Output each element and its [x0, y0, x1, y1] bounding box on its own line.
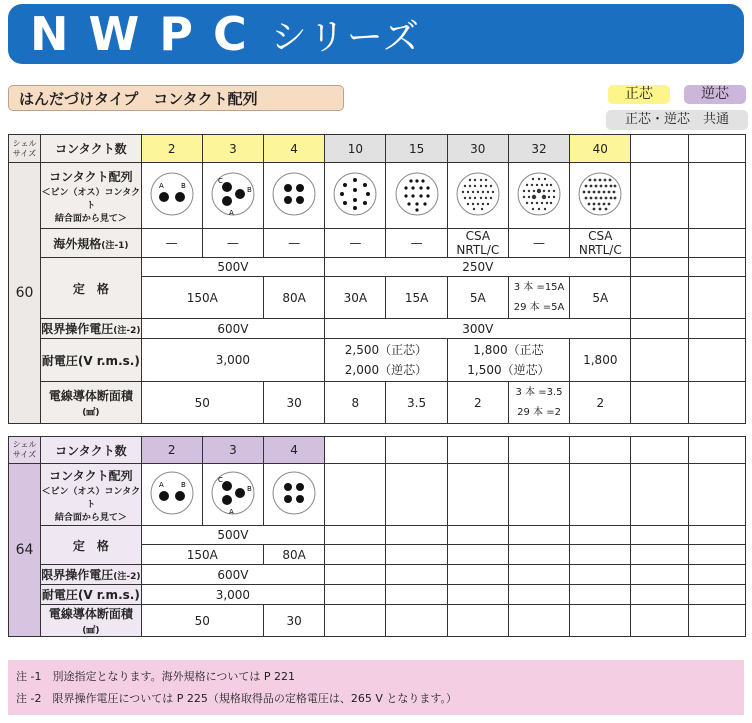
- contact-count-header: コンタクト数: [41, 135, 141, 163]
- contact-count: 32: [508, 135, 569, 163]
- wire-area-unit: (㎟): [82, 626, 100, 636]
- empty-cell: [570, 464, 631, 526]
- overseas-value: —: [325, 229, 386, 258]
- arrangement-3pin: [202, 464, 263, 526]
- withstand-voltage-split: [447, 339, 569, 382]
- wire-area: 2: [447, 382, 508, 424]
- arrangement-15pin: [386, 163, 447, 229]
- wire-area: 30: [264, 605, 325, 637]
- wire-area: 50: [141, 382, 263, 424]
- shell-size-header: シェルサイズ: [9, 135, 41, 163]
- wire-area: 2: [570, 382, 631, 424]
- arrangement-2pin: [141, 464, 202, 526]
- empty-cell: [688, 464, 745, 526]
- empty-cell: [631, 135, 688, 163]
- overseas-note: (注-1): [101, 240, 129, 251]
- empty-cell: [631, 565, 688, 585]
- legend-gyakushin: 逆芯: [684, 85, 746, 104]
- arrangement-note: 結合面から見て＞: [54, 213, 127, 224]
- connector-10pin-diagram: [331, 170, 379, 218]
- shell-size-header: シェルサイズ: [9, 437, 41, 464]
- empty-cell: [631, 258, 688, 277]
- contact-count: 3: [202, 135, 263, 163]
- spec-table-size-64: [8, 436, 746, 637]
- empty-cell: [631, 277, 688, 319]
- empty-cell: [570, 585, 631, 605]
- pin-label: B: [246, 186, 252, 194]
- wire-area-title: 電線導体断面積: [48, 389, 133, 403]
- rated-current-line: 3 本 =15A: [513, 281, 565, 293]
- empty-cell: [631, 339, 688, 382]
- wire-area-label: [41, 605, 141, 637]
- empty-cell: [508, 437, 569, 464]
- empty-cell: [631, 163, 688, 229]
- arrangement-3pin: [202, 163, 263, 229]
- wire-area-unit: (㎟): [82, 408, 100, 418]
- limit-voltage-note: (注-2): [113, 572, 141, 582]
- wire-area: 30: [264, 382, 325, 424]
- limit-voltage: 300V: [325, 319, 631, 339]
- wire-area: 3.5: [386, 382, 447, 424]
- empty-cell: [508, 565, 569, 585]
- empty-cell: [688, 229, 745, 258]
- empty-cell: [325, 585, 386, 605]
- empty-cell: [386, 545, 447, 565]
- arrangement-40pin: [570, 163, 631, 229]
- empty-cell: [508, 585, 569, 605]
- empty-cell: [631, 229, 688, 258]
- withstand-line: 1,800（正芯: [473, 343, 544, 357]
- overseas-value: —: [508, 229, 569, 258]
- arrangement-note: ＜ピン（オス）コンタクト: [41, 187, 141, 211]
- empty-cell: [570, 545, 631, 565]
- wire-area: 50: [141, 605, 263, 637]
- rated-current: 150A: [141, 545, 263, 565]
- limit-voltage: 600V: [141, 319, 325, 339]
- rated-current: 5A: [570, 277, 631, 319]
- section-subtitle: はんだづけタイプ コンタクト配列: [8, 85, 344, 111]
- rated-current-line: 29 本 =5A: [513, 301, 565, 313]
- empty-cell: [508, 545, 569, 565]
- empty-cell: [386, 585, 447, 605]
- empty-cell: [325, 565, 386, 585]
- empty-cell: [688, 339, 745, 382]
- empty-cell: [447, 437, 508, 464]
- empty-cell: [688, 585, 745, 605]
- empty-cell: [631, 437, 688, 464]
- connector-40pin-diagram: [576, 170, 624, 218]
- footnote: 注 -2 限界操作電圧については P 225（規格取得品の定格電圧は、265 V となります。）: [16, 692, 457, 705]
- wire-area: 8: [325, 382, 386, 424]
- rated-current: 80A: [264, 277, 325, 319]
- rating-label: 定 格: [41, 258, 141, 319]
- empty-cell: [570, 605, 631, 637]
- connector-2pin-diagram: [148, 170, 196, 218]
- empty-cell: [508, 464, 569, 526]
- empty-cell: [386, 526, 447, 545]
- withstand-line: 1,500（逆芯）: [467, 363, 550, 377]
- overseas-title: 海外規格: [53, 236, 102, 251]
- empty-cell: [508, 526, 569, 545]
- empty-cell: [325, 605, 386, 637]
- arrangement-label: [41, 464, 141, 526]
- overseas-value: CSA NRTL/C: [570, 229, 631, 258]
- spec-table-size-60: [8, 134, 746, 424]
- contact-count: 2: [141, 437, 202, 464]
- pin-label: A: [158, 481, 164, 489]
- empty-cell: [447, 526, 508, 545]
- empty-cell: [447, 585, 508, 605]
- legend-common: 正芯・逆芯 共通: [606, 110, 748, 130]
- empty-cell: [688, 605, 745, 637]
- rated-voltage: 500V: [141, 258, 325, 277]
- contact-count: 40: [570, 135, 631, 163]
- empty-cell: [631, 319, 688, 339]
- arrangement-10pin: [325, 163, 386, 229]
- empty-cell: [688, 545, 745, 565]
- withstand-voltage: 1,800: [570, 339, 631, 382]
- rated-voltage: 250V: [325, 258, 631, 277]
- contact-count: 4: [264, 437, 325, 464]
- arrangement-label: [41, 163, 141, 229]
- contact-count: 10: [325, 135, 386, 163]
- contact-count: 30: [447, 135, 508, 163]
- contact-count: 15: [386, 135, 447, 163]
- rating-label: 定 格: [41, 526, 141, 565]
- rated-current: 15A: [386, 277, 447, 319]
- limit-voltage-label: [41, 319, 141, 339]
- empty-cell: [688, 258, 745, 277]
- overseas-value: CSA NRTL/C: [447, 229, 508, 258]
- empty-cell: [570, 565, 631, 585]
- contact-count-header: コンタクト数: [41, 437, 141, 464]
- pin-label: A: [228, 508, 234, 516]
- rated-current: 5A: [447, 277, 508, 319]
- connector-2pin-diagram: [148, 469, 196, 517]
- connector-15pin-diagram: [393, 170, 441, 218]
- empty-cell: [688, 319, 745, 339]
- connector-4pin-diagram: [270, 469, 318, 517]
- overseas-value: —: [264, 229, 325, 258]
- empty-cell: [447, 464, 508, 526]
- pin-label: C: [217, 177, 223, 185]
- empty-cell: [688, 565, 745, 585]
- arrangement-4pin: [264, 464, 325, 526]
- empty-cell: [688, 135, 745, 163]
- empty-cell: [447, 565, 508, 585]
- pin-label: C: [217, 476, 223, 484]
- pin-label: B: [246, 485, 252, 493]
- connector-3pin-diagram: [209, 170, 257, 218]
- empty-cell: [570, 526, 631, 545]
- empty-cell: [631, 605, 688, 637]
- rated-current: 30A: [325, 277, 386, 319]
- legend-seishin: 正芯: [608, 85, 670, 104]
- contact-count: 2: [141, 135, 202, 163]
- empty-cell: [325, 526, 386, 545]
- arrangement-2pin: [141, 163, 202, 229]
- empty-cell: [325, 437, 386, 464]
- contact-count: 3: [202, 437, 263, 464]
- empty-cell: [386, 437, 447, 464]
- arrangement-title: コンタクト配列: [49, 468, 133, 483]
- withstand-voltage: 3,000: [141, 339, 325, 382]
- arrangement-note: 結合面から見て＞: [54, 512, 127, 523]
- overseas-label: [41, 229, 141, 258]
- pin-label: A: [158, 182, 164, 190]
- rated-voltage: 500V: [141, 526, 325, 545]
- pin-label: B: [180, 182, 186, 190]
- empty-cell: [325, 545, 386, 565]
- overseas-value: —: [386, 229, 447, 258]
- rated-current-split: [508, 277, 569, 319]
- empty-cell: [325, 464, 386, 526]
- limit-voltage-label: [41, 565, 141, 585]
- arrangement-32pin: [508, 163, 569, 229]
- wire-area-line: 3 本 =3.5: [515, 386, 563, 398]
- arrangement-note: ＜ピン（オス）コンタクト: [41, 486, 141, 510]
- shell-size-value: 60: [9, 163, 41, 424]
- empty-cell: [688, 277, 745, 319]
- connector-3pin-diagram: [209, 469, 257, 517]
- rated-current: 80A: [264, 545, 325, 565]
- empty-cell: [631, 545, 688, 565]
- connector-4pin-diagram: [270, 170, 318, 218]
- arrangement-4pin: [264, 163, 325, 229]
- footnote: 注 -1 別途指定となります。海外規格については P 221: [16, 670, 295, 683]
- shell-size-value: 64: [9, 464, 41, 637]
- empty-cell: [688, 163, 745, 229]
- empty-cell: [447, 545, 508, 565]
- arrangement-30pin: [447, 163, 508, 229]
- pin-label: B: [180, 481, 186, 489]
- empty-cell: [688, 437, 745, 464]
- limit-voltage-title: 限界操作電圧: [41, 322, 114, 336]
- withstand-label: 耐電圧(V r.m.s.): [41, 585, 141, 605]
- pin-label: A: [228, 209, 234, 217]
- empty-cell: [631, 526, 688, 545]
- empty-cell: [386, 464, 447, 526]
- empty-cell: [631, 585, 688, 605]
- limit-voltage-title: 限界操作電圧: [41, 568, 114, 582]
- empty-cell: [688, 382, 745, 424]
- limit-voltage: 600V: [141, 565, 325, 585]
- empty-cell: [447, 605, 508, 637]
- empty-cell: [631, 382, 688, 424]
- withstand-line: 2,500（正芯）: [344, 343, 428, 357]
- series-title: NWPC: [30, 7, 267, 61]
- withstand-voltage-split: [325, 339, 447, 382]
- contact-count: 4: [264, 135, 325, 163]
- empty-cell: [688, 526, 745, 545]
- series-title-banner: [8, 4, 744, 64]
- empty-cell: [386, 565, 447, 585]
- limit-voltage-note: (注-2): [113, 326, 141, 336]
- empty-cell: [508, 605, 569, 637]
- overseas-value: —: [141, 229, 202, 258]
- wire-area-line: 29 本 =2: [517, 406, 561, 418]
- overseas-value: —: [202, 229, 263, 258]
- empty-cell: [386, 605, 447, 637]
- withstand-line: 2,000（逆芯）: [344, 363, 428, 377]
- wire-area-split: [508, 382, 569, 424]
- footnotes: [8, 660, 744, 715]
- withstand-label: 耐電圧(V r.m.s.): [41, 339, 141, 382]
- empty-cell: [631, 464, 688, 526]
- withstand-voltage: 3,000: [141, 585, 325, 605]
- series-title-suffix: シリーズ: [270, 16, 421, 58]
- connector-30pin-diagram: [454, 170, 502, 218]
- wire-area-label: [41, 382, 141, 424]
- connector-32pin-diagram: [515, 170, 563, 218]
- arrangement-title: コンタクト配列: [49, 169, 133, 184]
- empty-cell: [570, 437, 631, 464]
- wire-area-title: 電線導体断面積: [48, 607, 133, 621]
- rated-current: 150A: [141, 277, 263, 319]
